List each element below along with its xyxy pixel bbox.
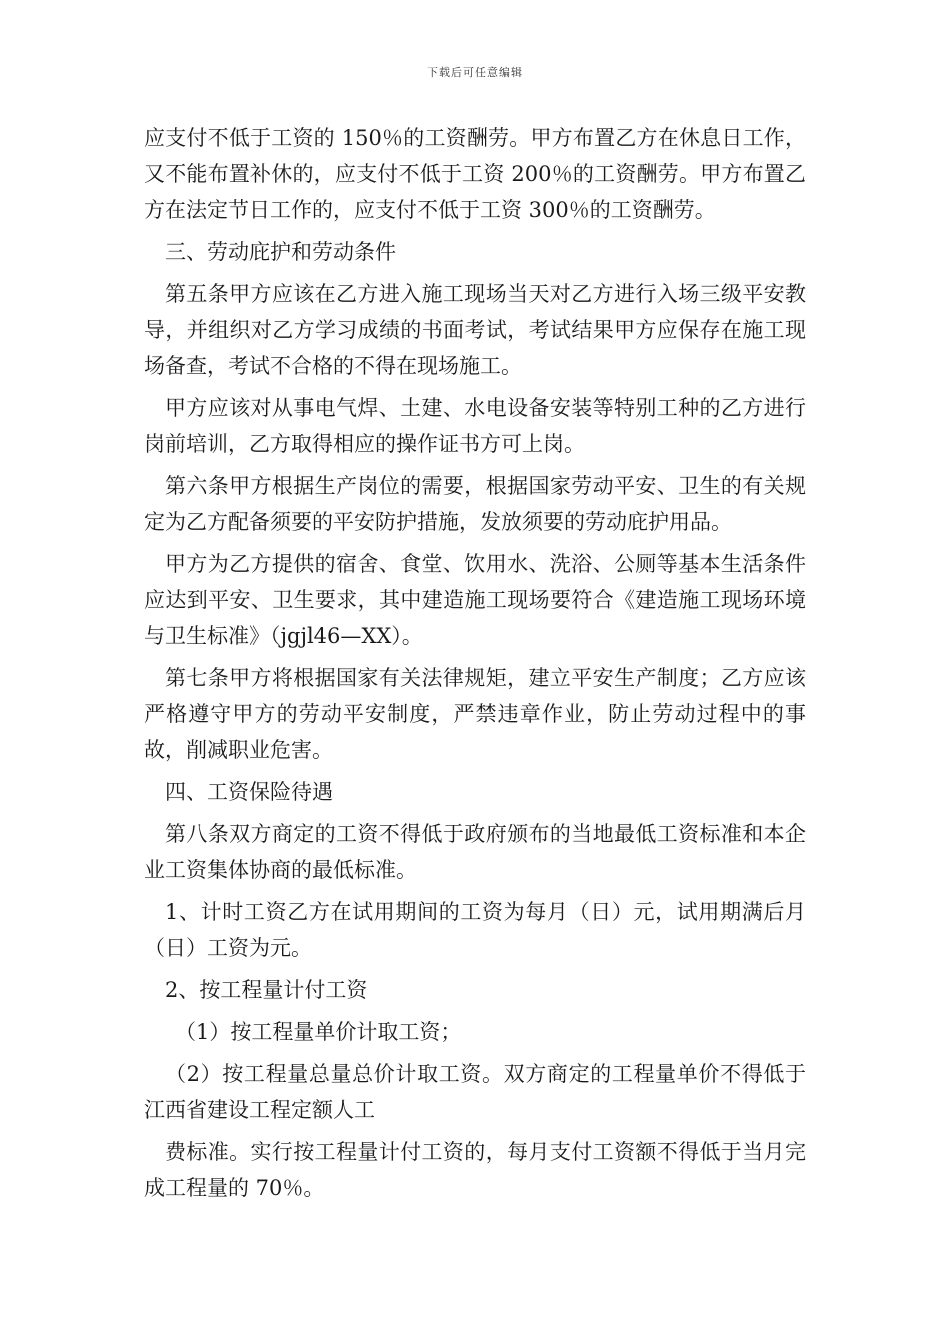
paragraph-piece-wage: 2、按工程量计付工资 <box>165 978 368 1002</box>
paragraph-hourly-wage: 1、计时工资乙方在试用期间的工资为每月（日）元，试用期满后月（日）工资为元。 <box>144 900 806 960</box>
paragraph-article-5: 第五条甲方应该在乙方进入施工现场当天对乙方进行入场三级平安教导，并组织对乙方学习成绩的书面考试，考试结果甲方应保存在施工现场备查，考试不合格的不得在现场施工。 <box>144 282 806 378</box>
paragraph-unit-price: （1）按工程量单价计取工资； <box>175 1020 462 1044</box>
section-heading-wages: 四、工资保险待遇 <box>165 780 333 804</box>
paragraph-wage-standard: 费标准。实行按工程量计付工资的，每月支付工资额不得低于当月完成工程量的 70％。 <box>144 1140 806 1200</box>
page-header: 下载后可任意编辑 <box>427 66 523 79</box>
paragraph-overtime-pay: 应支付不低于工资的 150％的工资酬劳。甲方布置乙方在休息日工作，又不能布置补休的，应支付不低于工资 200％的工资酬劳。甲方布置乙方在法定节日工作的，应支付不低于工资 300％的工资酬劳。 <box>144 126 806 222</box>
paragraph-article-6: 第六条甲方根据生产岗位的需要，根据国家劳动平安、卫生的有关规定为乙方配备须要的平安防护措施，发放须要的劳动庇护用品。 <box>144 474 806 534</box>
paragraph-special-training: 甲方应该对从事电气焊、土建、水电设备安装等特别工种的乙方进行岗前培训，乙方取得相应的操作证书方可上岗。 <box>144 396 806 456</box>
paragraph-article-8: 第八条双方商定的工资不得低于政府颁布的当地最低工资标准和本企业工资集体协商的最低标准。 <box>144 822 806 882</box>
paragraph-article-7: 第七条甲方将根据国家有关法律规矩，建立平安生产制度；乙方应该严格遵守甲方的劳动平安制度，严禁违章作业，防止劳动过程中的事故，削减职业危害。 <box>144 666 806 762</box>
document-body <box>144 120 806 1212</box>
section-heading-labor-protection: 三、劳动庇护和劳动条件 <box>165 240 396 264</box>
paragraph-total-price: （2）按工程量总量总价计取工资。双方商定的工程量单价不得低于江西省建设工程定额人工 <box>144 1062 806 1122</box>
paragraph-living-conditions: 甲方为乙方提供的宿舍、食堂、饮用水、洗浴、公厕等基本生活条件应达到平安、卫生要求，其中建造施工现场要符合《建造施工现场环境与卫生标准》（jgjl46—XX）。 <box>144 552 806 648</box>
